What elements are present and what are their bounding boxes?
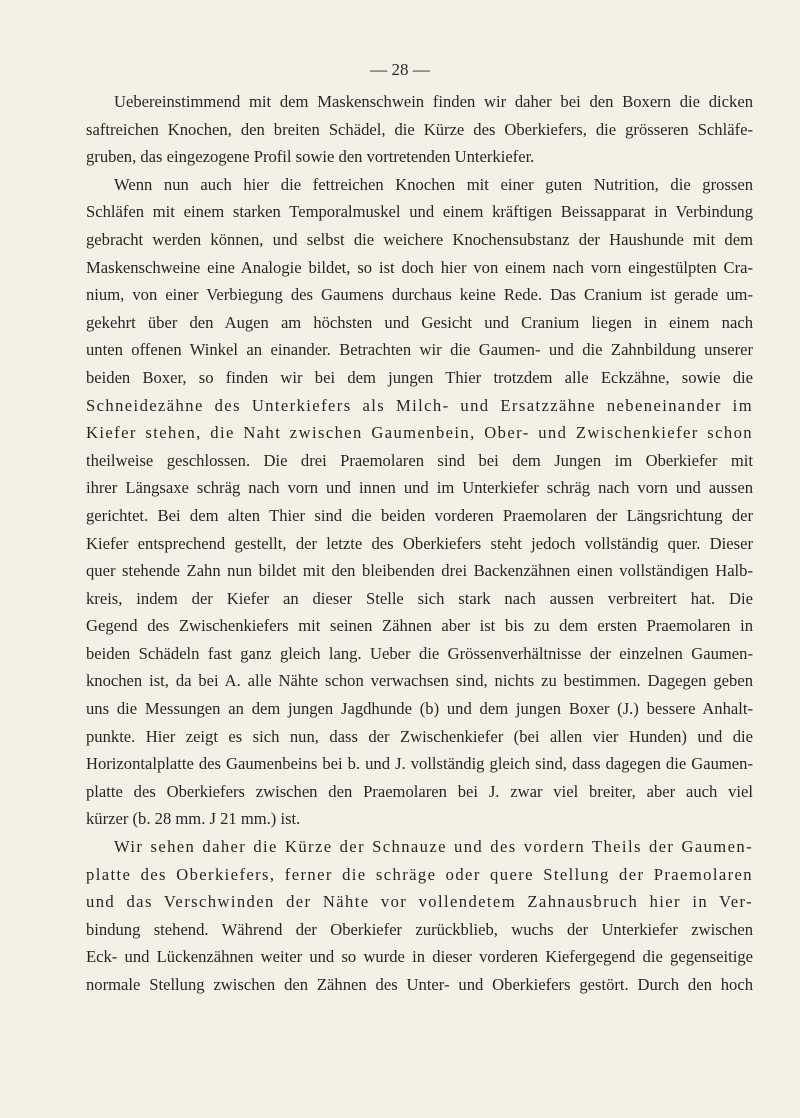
text-line: bindung stehend. Während der Oberkiefer zurückblieb, wuchs der Unterkiefer zwischen (86, 919, 753, 939)
text-line: Uebereinstimmend mit dem Maskenschwein finden wir daher bei den Boxern die dicken (114, 92, 753, 111)
text-line: platte des Oberkiefers, ferner die schräge oder quere Stellung der Praemolaren (86, 864, 753, 884)
text-line: quer stehende Zahn nun bildet mit den bleibenden drei Backenzähnen einen vollständigen Halb- (86, 561, 753, 581)
text-line: saftreichen Knochen, den breiten Schädel, die Kürze des Oberkiefers, die grösseren Schläfe- (86, 119, 753, 139)
text-line: Gegend des Zwischenkiefers mit seinen Zähnen aber ist bis zu dem ersten Praemolaren in (86, 616, 753, 636)
text-line: gebracht werden können, und selbst die weichere Knochensubstanz der Haushunde mit dem (86, 229, 753, 249)
text-line: Maskenschweine eine Analogie bildet, so ist doch hier von einem nach vorn eingestülpten Cra- (86, 257, 753, 277)
text-line: Schneidezähne des Unterkiefers als Milch- und Ersatzzähne nebeneinander im (86, 395, 753, 415)
page-number: — 28 — (370, 60, 430, 79)
text-line: unten offenen Winkel an einander. Betrachten wir die Gaumen- und die Zahnbildung unserer (86, 340, 753, 360)
text-line: punkte. Hier zeigt es sich nun, dass der Zwischenkiefer (bei allen vier Hunden) und die (86, 726, 753, 746)
text-line: kürzer (b. 28 mm. J 21 mm.) ist. (86, 809, 301, 829)
text-line: und das Verschwinden der Nähte vor vollendetem Zahnausbruch hier in Ver- (86, 892, 753, 912)
text-line: Eck- und Lückenzähnen weiter und so wurde in dieser vorderen Kiefergegend die gegenseitige (86, 947, 753, 967)
text-line: beiden Boxer, so finden wir bei dem jungen Thier trotzdem alle Eckzähne, sowie die (86, 367, 753, 387)
text-line: kreis, indem der Kiefer an dieser Stelle sich stark nach aussen verbreitert hat. Die (86, 588, 753, 608)
body-text (86, 88, 753, 999)
text-line: theilweise geschlossen. Die drei Praemolaren sind bei dem Jungen im Oberkiefer mit (86, 450, 753, 470)
text-line: Kiefer stehen, die Naht zwischen Gaumenbein, Ober- und Zwischenkiefer schon (86, 423, 753, 443)
text-line: platte des Oberkiefers zwischen den Praemolaren bei J. zwar viel breiter, aber auch viel (86, 781, 753, 801)
text-line: gruben, das eingezogene Profil sowie den vortretenden Unterkiefer. (86, 147, 535, 167)
text-line: gekehrt über den Augen am höchsten und Gesicht und Cranium liegen in einem nach (86, 312, 753, 332)
text-line: beiden Schädeln fast ganz gleich lang. Ueber die Grössenverhältnisse der einzelnen Gaumen- (86, 643, 753, 663)
text-line: ihrer Längsaxe schräg nach vorn und innen und im Unterkiefer schräg nach vorn und aussen (86, 478, 753, 498)
text-line: Horizontalplatte des Gaumenbeins bei b. und J. vollständig gleich sind, dass dagegen die Gaumen- (86, 754, 753, 774)
text-line: Wir sehen daher die Kürze der Schnauze und des vordern Theils der Gaumen- (114, 837, 753, 857)
text-line: nium, von einer Verbiegung des Gaumens durchaus keine Rede. Das Cranium ist gerade um- (86, 285, 753, 305)
text-line: Kiefer entsprechend gestellt, der letzte des Oberkiefers steht jedoch vollständig quer. Dieser (86, 533, 753, 553)
text-line: Schläfen mit einem starken Temporalmuskel und einem kräftigen Beissapparat in Verbindung (86, 202, 753, 222)
text-line: knochen ist, da bei A. alle Nähte schon verwachsen sind, nichts zu bestimmen. Dagegen geben (86, 671, 753, 691)
text-line: gerichtet. Bei dem alten Thier sind die beiden vorderen Praemolaren der Längsrichtung der (86, 505, 753, 525)
text-line: uns die Messungen an dem jungen Jagdhunde (b) und dem jungen Boxer (J.) bessere Anhalt- (86, 699, 753, 719)
text-line: Wenn nun auch hier die fettreichen Knochen mit einer guten Nutrition, die grossen (114, 174, 753, 194)
text-line: normale Stellung zwischen den Zähnen des Unter- und Oberkiefers gestört. Durch den hoch (86, 975, 753, 994)
